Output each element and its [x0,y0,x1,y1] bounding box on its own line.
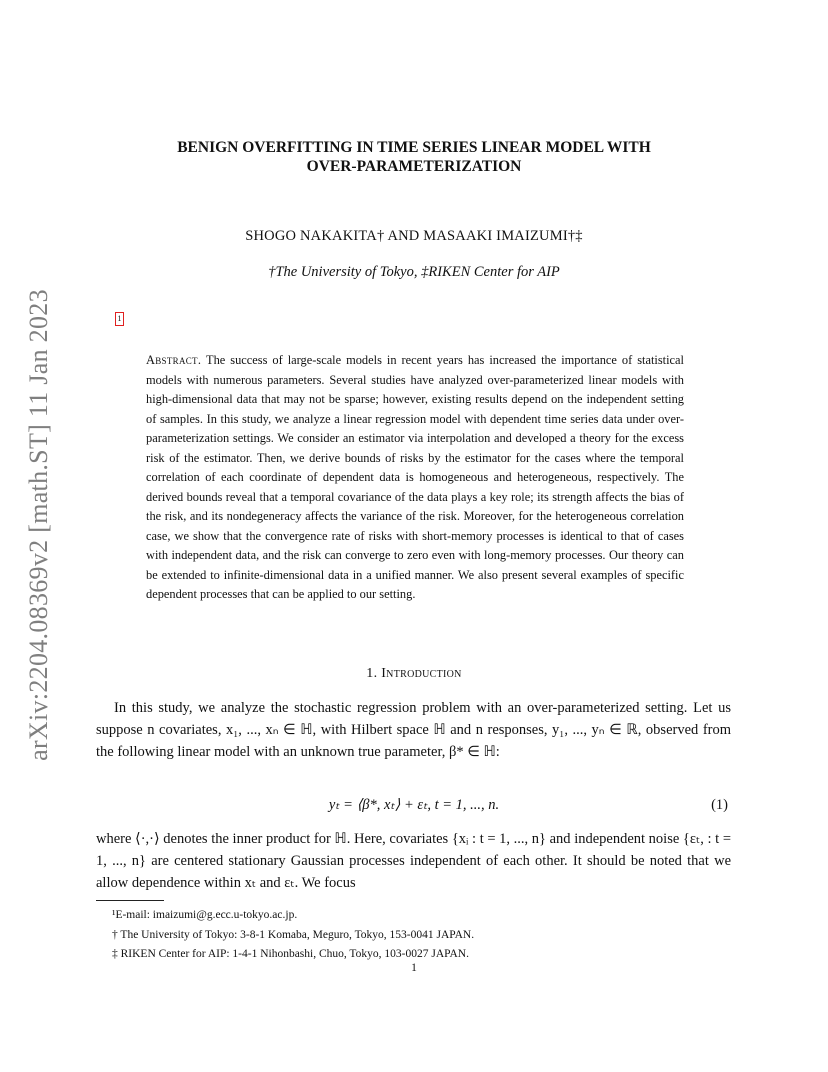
footnote-link-marker[interactable]: 1 [115,312,124,326]
affiliation-line: †The University of Tokyo, ‡RIKEN Center for AIP [268,264,560,280]
abstract-text: The success of large-scale models in recent years has increased the importance of statistical models with numerous parameters. Several studies have analyzed over-parameterized linear models with high-dimensional data that may not be sparse; however, existing results depend on the independent setting of samples. In this study, we analyze a linear regression model with dependent time series data under over-parameterization settings. We consider an estimator via interpolation and developed a theory for the excess risk of the estimator. Then, we derive bounds of risks by the estimator for the cases where the temporal correlation of each coordinate of dependent data is homogeneous and heterogeneous, respectively. The derived bounds reveal that a temporal covariance of the data plays a key role; its strength affects the bias of the risk, and its nondegeneracy affects the variance of the risk. Moreover, for the heterogeneous correlation case, we show that the convergence rate of risks with short-memory processes is identical to that of cases with independent data, and the risk can converge to zero even with long-memory processes. Our theory can be extended to infinite-dimensional data in a unified manner. We also present several examples of specific dependent processes that can be applied to our setting. [146,353,685,601]
footnotes [112,906,732,965]
title-line-2: OVER-PARAMETERIZATION [306,158,522,175]
author-list: SHOGO NAKAKITA† AND MASAAKI IMAIZUMI†‡ [245,228,583,244]
section-heading [96,666,732,682]
intro-paragraph-2: where ⟨·,·⟩ denotes the inner product for ℍ. Here, covariates {xᵢ : t = 1, ..., n} and independent noise {εₜ, : t = 1, ..., n} are centered stationary Gaussian processes independent of each other. It should be noted that we allow dependence within xₜ and εₜ. We focus [96,831,731,891]
section-title: Introduction [381,666,462,681]
abstract-block [146,351,684,605]
footnote-tokyo-address: † The University of Tokyo: 3-8-1 Komaba, Meguro, Tokyo, 153-0041 JAPAN. [112,928,475,941]
equation-expression: yₜ = ⟨β*, xₜ⟩ + εₜ, t = 1, ..., n. [328,797,500,813]
footnote-divider [96,900,164,901]
paper-title [96,138,732,176]
intro-paragraph-1: In this study, we analyze the stochastic regression problem with an over-parameterized setting. Let us suppose n covariates, x₁, ..., xₙ ∈ ℍ, with Hilbert space ℍ and n responses, y₁, ..., yₙ ∈ ℝ, observed from the following linear model with an unknown true parameter, β* ∈ ℍ: [96,700,731,760]
title-line-1: BENIGN OVERFITTING IN TIME SERIES LINEAR MODEL WITH [177,139,651,156]
footnote-riken-address: ‡ RIKEN Center for AIP: 1-4-1 Nihonbashi, Chuo, Tokyo, 103-0027 JAPAN. [112,948,469,960]
arxiv-identifier: arXiv:2204.08369v2 [math.ST] 11 Jan 2023 [24,289,54,761]
abstract-label: Abstract. [146,353,202,367]
arxiv-side-stamp [14,275,64,775]
equation-number: (1) [711,797,728,813]
page-number: 1 [411,962,417,974]
footnote-email: ¹E-mail: imaizumi@g.ecc.u-tokyo.ac.jp. [112,909,298,921]
section-number: 1. [366,666,378,681]
